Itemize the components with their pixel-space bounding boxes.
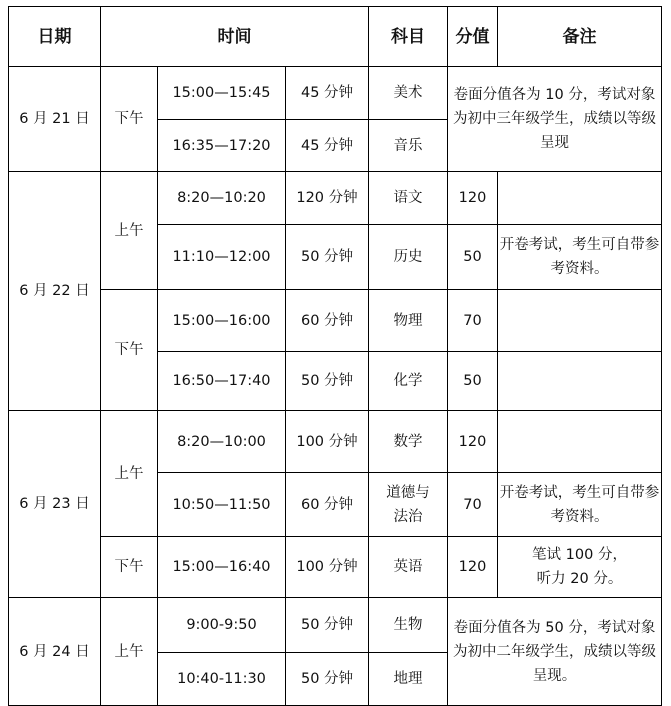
note	[498, 411, 662, 473]
subject: 化学	[369, 352, 448, 411]
time-range: 8:20—10:20	[158, 172, 286, 225]
period-cell: 下午	[101, 290, 158, 411]
time-range: 15:00—16:40	[158, 537, 286, 598]
score: 120	[448, 411, 498, 473]
subject-line: 道德与	[386, 484, 430, 501]
header-time: 时间	[101, 7, 369, 67]
period-cell: 上午	[101, 411, 158, 537]
period-cell: 下午	[101, 67, 158, 172]
time-range: 15:00—16:00	[158, 290, 286, 352]
subject: 数学	[369, 411, 448, 473]
time-range: 16:50—17:40	[158, 352, 286, 411]
duration: 50 分钟	[286, 352, 369, 411]
header-row	[9, 7, 662, 67]
duration: 45 分钟	[286, 120, 369, 172]
header-score: 分值	[448, 7, 498, 67]
date-cell: 6 月 23 日	[9, 411, 101, 598]
score: 70	[448, 290, 498, 352]
date-cell: 6 月 22 日	[9, 172, 101, 411]
note-merged: 卷面分值各为 50 分，考试对象为初中二年级学生，成绩以等级呈现。	[448, 598, 662, 706]
time-range: 10:50—11:50	[158, 473, 286, 537]
table-row	[9, 67, 662, 120]
duration: 45 分钟	[286, 67, 369, 120]
duration: 100 分钟	[286, 411, 369, 473]
duration: 50 分钟	[286, 653, 369, 706]
subject: 地理	[369, 653, 448, 706]
note	[498, 537, 662, 598]
duration: 50 分钟	[286, 598, 369, 653]
note: 开卷考试，考生可自带参考资料。	[498, 225, 662, 290]
period-cell: 上午	[101, 598, 158, 706]
score: 120	[448, 172, 498, 225]
note-line: 笔试 100 分，	[532, 547, 627, 563]
table-row	[9, 290, 662, 352]
time-range: 10:40-11:30	[158, 653, 286, 706]
time-range: 9:00-9:50	[158, 598, 286, 653]
header-date: 日期	[9, 7, 101, 67]
subject: 生物	[369, 598, 448, 653]
period-cell: 下午	[101, 537, 158, 598]
duration: 60 分钟	[286, 473, 369, 537]
note-merged: 卷面分值各为 10 分，考试对象为初中三年级学生，成绩以等级呈现	[448, 67, 662, 172]
table-row	[9, 598, 662, 653]
duration: 100 分钟	[286, 537, 369, 598]
note	[498, 290, 662, 352]
table-row	[9, 537, 662, 598]
exam-schedule-table	[8, 6, 662, 706]
time-range: 15:00—15:45	[158, 67, 286, 120]
time-range: 16:35—17:20	[158, 120, 286, 172]
subject: 物理	[369, 290, 448, 352]
note: 开卷考试，考生可自带参考资料。	[498, 473, 662, 537]
subject: 历史	[369, 225, 448, 290]
subject	[369, 473, 448, 537]
score: 70	[448, 473, 498, 537]
table-row	[9, 172, 662, 225]
note-line: 听力 20 分。	[536, 571, 623, 587]
score: 50	[448, 352, 498, 411]
score: 50	[448, 225, 498, 290]
subject: 语文	[369, 172, 448, 225]
duration: 60 分钟	[286, 290, 369, 352]
table-row	[9, 411, 662, 473]
header-subject: 科目	[369, 7, 448, 67]
exam-schedule	[8, 6, 662, 706]
note	[498, 352, 662, 411]
time-range: 8:20—10:00	[158, 411, 286, 473]
duration: 120 分钟	[286, 172, 369, 225]
note	[498, 172, 662, 225]
date-cell: 6 月 21 日	[9, 67, 101, 172]
subject: 英语	[369, 537, 448, 598]
score: 120	[448, 537, 498, 598]
header-note: 备注	[498, 7, 662, 67]
period-cell: 上午	[101, 172, 158, 290]
time-range: 11:10—12:00	[158, 225, 286, 290]
subject: 美术	[369, 67, 448, 120]
duration: 50 分钟	[286, 225, 369, 290]
subject: 音乐	[369, 120, 448, 172]
date-cell: 6 月 24 日	[9, 598, 101, 706]
subject-line: 法治	[393, 508, 423, 525]
